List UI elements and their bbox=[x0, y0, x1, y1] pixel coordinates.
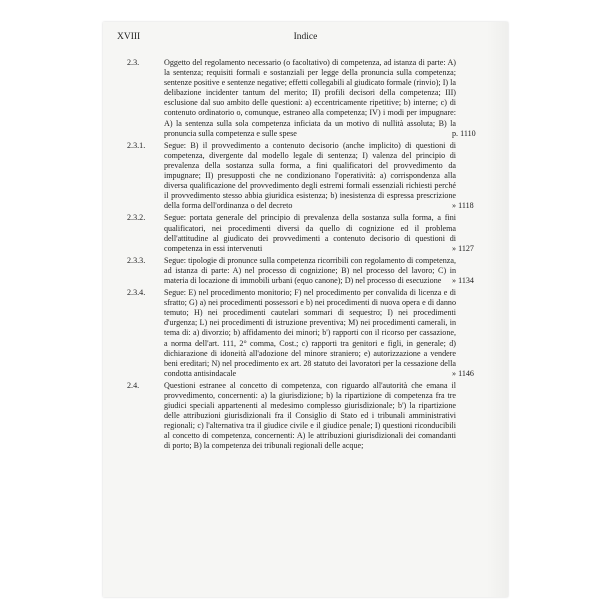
entry-page: » 1146 bbox=[452, 368, 474, 378]
entry-number: 2.3.3. bbox=[127, 255, 146, 265]
entry-text: Segue: E) nel procedimento monitorio; F) nel procedimento per convalida di licenza e di sfratto; G) a) nei procedimenti possessori e b) nei procedimenti di nuova opera e di danno temuto; H) nei procedimenti cautelari sommari di sequestro; I) nei procedimenti d'urgenza; L) nei procedimenti di istruzione preventiva; M) nei procedimenti camerali, in tema di: a) divorzio; b) affidamento dei minori; b') rapporti con il ricorso per cassazione, a norma dell'art. 111, 2° comma, Cost.; c) rapporti tra genitori e figli, in generale; d) dichiarazione di idoneità all'adozione del minore straniero; e) autorizzazione a vendere beni ereditari; N) nel procedimento ex art. 28 statuto dei lavoratori per la cessazione della condotta antisindacale bbox=[164, 288, 456, 378]
index-entry bbox=[103, 141, 508, 212]
index-entry bbox=[103, 213, 508, 253]
index-entry bbox=[103, 288, 508, 379]
entry-number: 2.4. bbox=[127, 380, 140, 390]
entry-text: Oggetto del regolamento necessario (o facoltativo) di competenza, ad istanza di parte: A) la sentenza; requisiti formali e sostanziali per legge della pronuncia sulla competenza; sentenze positive e sentenze negative; effetti collegabili al giudicato formale (rinvio); I) la delibazione incidenter tantum del merito; II) profili decisori della competenza; III) esclusione dal suo ambito delle questioni: a) eccentricamente ripetitive; b) interne; c) di contenuto ordinatorio o, comunque, estraneo alla competenza; IV) i modi per impugnare: A) la sentenza sulla sola competenza inficiata da un motivo di nullità assoluta; B) la pronuncia sulla competenza e sulle spese bbox=[164, 58, 456, 138]
entry-text: Segue: tipologie di pronunce sulla competenza ricorribili con regolamento di competenza, ad istanza di parte: A) nel processo di cognizione; B) nel processo del lavoro; C) in materia di locazione di immobili urbani (equo canone); D) nel processo di esecuzione bbox=[164, 255, 456, 285]
page-header bbox=[113, 32, 498, 46]
index-entries bbox=[103, 58, 508, 454]
page-edge-shadow bbox=[486, 22, 508, 597]
entry-number: 2.3.1. bbox=[127, 140, 146, 150]
book-page bbox=[103, 22, 508, 597]
index-entry bbox=[103, 256, 508, 286]
page-title: Indice bbox=[293, 32, 318, 42]
entry-number: 2.3.4. bbox=[127, 288, 146, 298]
page-number: XVIII bbox=[117, 32, 141, 42]
entry-page: » 1127 bbox=[452, 243, 474, 253]
entry-text: Segue: B) il provvedimento a contenuto decisorio (anche implicito) di questioni di competenza, divergente dal modello legale di sentenza; I) valenza del principio di prevalenza della sostanza sulla forma, a fini qualificatori del provvedimento da impugnare; II) presupposti che ne condizionano l'operatività: a) corrispondenza alla diversa qualificazione del provvedimento degli estremi formali essenziali richiesti perché il provvedimento stesso abbia giuridica esistenza; b) inesistenza di espressa prescrizione della forma dell'ordinanza o del decreto bbox=[164, 140, 456, 211]
entry-page: » 1118 bbox=[452, 201, 474, 211]
entry-text: Questioni estranee al concetto di competenza, con riguardo all'autorità che emana il provvedimento, concernenti: a) la giurisdizione; b) la ripartizione di competenza fra tre giudici speciali appartenenti al medesimo complesso giurisdizionale; b') la ripartizione delle attribuzioni giurisdizionali fra il Consiglio di Stato ed i tribunali amministrativi regionali; c) l'alternativa tra il giudice civile e il giudice penale; I) questioni riconducibili al concetto di competenza, concernenti: A) le attribuzioni giurisdizionali dei comandanti di porto; B) la competenza dei tribunali regionali delle acque; bbox=[164, 380, 456, 451]
entry-text: Segue: portata generale del principio di prevalenza della sostanza sulla forma, a fini qualificatori, nei procedimenti diversi da quello di cognizione ed il problema dell'attitudine al giudicato dei provvedimenti a contenuto decisorio di questioni di competenza in essi intervenuti bbox=[164, 213, 456, 253]
entry-number: 2.3. bbox=[127, 58, 140, 67]
entry-number: 2.3.2. bbox=[127, 213, 146, 223]
entry-page: p. 1110 bbox=[452, 128, 476, 138]
entry-page: » 1134 bbox=[452, 275, 474, 285]
index-entry bbox=[103, 381, 508, 452]
index-entry bbox=[103, 58, 508, 139]
